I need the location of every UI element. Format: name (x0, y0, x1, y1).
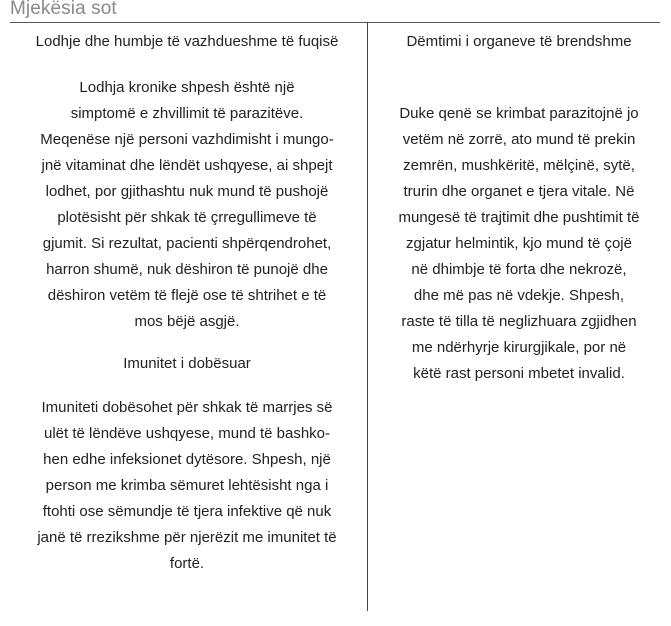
text-line: gjumit. Si rezultat, pacienti shpërqendrohet, (42, 235, 332, 252)
text-line: hen edhe infeksionet dytësore. Shpesh, një (43, 451, 331, 468)
text-line: këtë rast personi mbetet invalid. (413, 365, 625, 382)
text-line: në dhimbje të forta dhe nekrozë, (411, 261, 627, 278)
section-text-fatigue (14, 75, 360, 335)
section-heading-immunity: Imunitet i dobësuar (123, 355, 251, 372)
section-heading-fatigue: Lodhje dhe humbje të vazhdueshme të fuqisë (35, 33, 339, 50)
text-line: lodhet, por gjithashtu nuk mund të pushojë (45, 183, 329, 200)
text-line: dëshiron vetëm të flejë ose të shtrihet e të (47, 287, 327, 304)
text-line: fortë. (169, 555, 205, 572)
text-line: raste të tilla të neglizhuara zgjidhen (401, 313, 637, 330)
text-line: Lodhja kronike shpesh është një (79, 79, 295, 96)
text-line: trurin dhe organet e tjera vitale. Në (403, 183, 635, 200)
text-line: ulët të lëndëve ushqyese, mund të bashko- (43, 425, 331, 442)
text-line: zemrën, mushkëritë, mëlçinë, sytë, (403, 157, 635, 174)
text-line: mungesë të trajtimit dhe pushtimit të (398, 209, 640, 226)
text-line: Duke qenë se krimbat parazitojnë jo (399, 105, 639, 122)
text-line: person me krimba sëmuret lehtësisht nga i (45, 477, 329, 494)
text-line: janë të rrezikshme për njerëzit me imunitet të (37, 529, 337, 546)
text-line: harron shumë, nuk dëshiron të punojë dhe (46, 261, 328, 278)
text-line: simptomë e zhvillimit të parazitëve. (70, 105, 304, 122)
text-line: jnë vitaminat dhe lëndët ushqyese, ai shpejt (41, 157, 333, 174)
page-title: Mjekësia sot (10, 0, 117, 19)
section-text-organ-damage (374, 101, 664, 387)
text-line: plotësisht për shkak të çrregullimeve të (57, 209, 317, 226)
text-line: zgjatur helmintik, kjo mund të çojë (406, 235, 632, 252)
text-line: dhe më pas në vdekje. Shpesh, (413, 287, 625, 304)
section-text-immunity (14, 395, 360, 577)
text-line: vetëm në zorrë, ato mund të prekin (402, 131, 636, 148)
text-line: me ndërhyrje kirurgjikale, por në (411, 339, 627, 356)
right-column (374, 23, 664, 387)
left-column (14, 23, 360, 577)
column-divider (367, 22, 368, 611)
text-line: Imuniteti dobësohet për shkak të marrjes së (41, 399, 333, 416)
text-line: mos bëjë asgjë. (134, 313, 240, 330)
text-line: ftohti ose sëmundje të tjera infektive që nuk (42, 503, 332, 520)
section-heading-organ-damage: Dëmtimi i organeve të brendshme (406, 33, 632, 50)
text-line: Meqenëse një personi vazhdimisht i mungo- (40, 131, 334, 148)
